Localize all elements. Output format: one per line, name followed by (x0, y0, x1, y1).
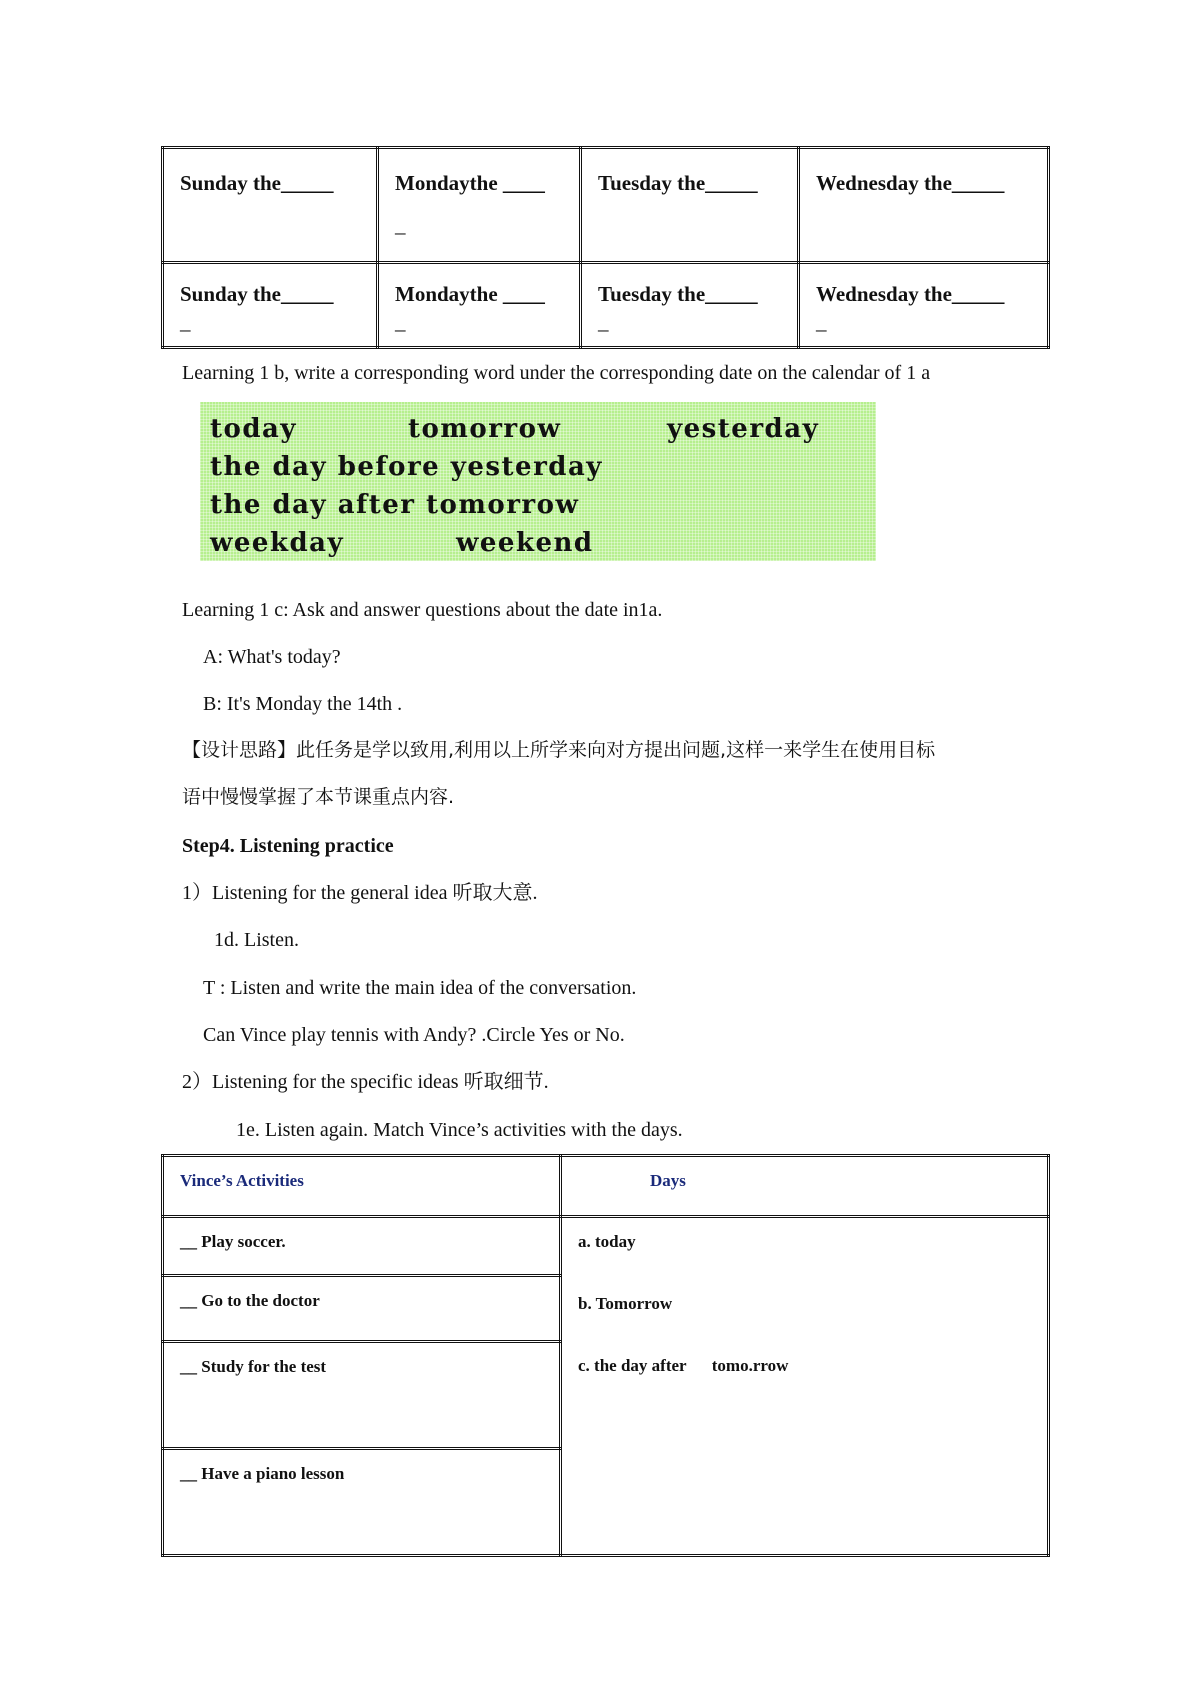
calendar-cell-tail: _ (395, 213, 406, 238)
design-note-line-2: 语中慢慢掌握了本节课重点内容. (182, 786, 455, 808)
calendar-cell-tail: _ (816, 310, 827, 335)
calendar-cell (581, 263, 799, 348)
calendar-cell (378, 263, 581, 348)
day-cell (561, 1342, 1049, 1449)
listening-1e: 1e. Listen again. Match Vince’s activities with the days. (236, 1119, 683, 1141)
day-cell (561, 1217, 1049, 1276)
day-tomorrow: b. Tomorrow (578, 1293, 673, 1313)
listening-1d: 1d. Listen. (214, 929, 299, 951)
header-activities (163, 1156, 561, 1217)
calendar-cell (163, 263, 378, 348)
activity-play-soccer: __ Play soccer. (180, 1232, 286, 1251)
activity-cell (163, 1449, 561, 1556)
word-today: today (210, 414, 297, 444)
matching-row (163, 1276, 1049, 1342)
calendar-cell (378, 148, 581, 263)
listening-specific-ideas: 2）Listening for the specific ideas 听取细节. (182, 1071, 549, 1093)
calendar-cell-text: Wednesday the_____ (816, 171, 1005, 195)
calendar-cell-tail: _ (598, 310, 609, 335)
day-today: a. today (578, 1232, 636, 1251)
dialog-line-a: A: What's today? (203, 646, 341, 668)
listening-question: Can Vince play tennis with Andy? .Circle Yes or No. (203, 1024, 625, 1046)
header-days-label: Days (650, 1171, 686, 1190)
word-yesterday: yesterday (667, 414, 820, 444)
calendar-row (163, 263, 1049, 348)
header-days (561, 1156, 1049, 1217)
header-activities-label: Vince’s Activities (180, 1171, 304, 1190)
day-cell (561, 1276, 1049, 1342)
calendar-cell-text: Mondaythe ____ (395, 282, 545, 306)
matching-row (163, 1217, 1049, 1276)
word-weekday: weekday (210, 528, 345, 558)
calendar-cell-tail: _ (180, 310, 191, 335)
word-tomorrow: tomorrow (408, 414, 562, 444)
step4-heading: Step4. Listening practice (182, 835, 394, 857)
listening-teacher-instruction: T : Listen and write the main idea of the conversation. (203, 977, 637, 999)
word-day-after-tomorrow: the day after tomorrow (210, 490, 580, 520)
dialog-line-b: B: It's Monday the 14th . (203, 693, 403, 715)
calendar-cell-text: Tuesday the_____ (598, 282, 758, 306)
calendar-cell-text: Sunday the_____ (180, 171, 334, 195)
word-weekend: weekend (456, 528, 594, 558)
calendar-cell-text: Wednesday the_____ (816, 282, 1005, 306)
activity-piano-lesson: __ Have a piano lesson (180, 1464, 345, 1483)
word-day-before-yesterday: the day before yesterday (210, 452, 603, 482)
activity-cell (163, 1276, 561, 1342)
activity-cell (163, 1217, 561, 1276)
activity-go-to-doctor: __ Go to the doctor (180, 1291, 320, 1310)
matching-row (163, 1342, 1049, 1449)
matching-header-row (163, 1156, 1049, 1217)
learning-1b-instruction: Learning 1 b, write a corresponding word under the corresponding date on the calendar of 1 a (182, 362, 931, 384)
calendar-cell (799, 263, 1049, 348)
calendar-cell (163, 148, 378, 263)
design-note-line-1: 【设计思路】此任务是学以致用,利用以上所学来向对方提出问题,这样一来学生在使用目标 (182, 739, 936, 761)
matching-table (161, 1154, 1050, 1557)
calendar-cell (581, 148, 799, 263)
learning-1c-instruction: Learning 1 c: Ask and answer questions about the date in1a. (182, 599, 663, 621)
day-after-tomorrow: c. the day after tomo.rrow (578, 1355, 789, 1375)
calendar-cell-text: Mondaythe ____ (395, 171, 545, 195)
calendar-cell-tail: _ (395, 310, 406, 335)
activity-cell (163, 1342, 561, 1449)
vocabulary-box (200, 402, 876, 561)
calendar-cell (799, 148, 1049, 263)
day-cell-empty (561, 1449, 1049, 1556)
calendar-cell-text: Tuesday the_____ (598, 171, 758, 195)
calendar-row (163, 148, 1049, 263)
calendar-table (161, 146, 1050, 349)
listening-general-idea: 1）Listening for the general idea 听取大意. (182, 882, 538, 904)
calendar-cell-text: Sunday the_____ (180, 282, 334, 306)
matching-row (163, 1449, 1049, 1556)
activity-study-for-test: __ Study for the test (180, 1357, 327, 1376)
